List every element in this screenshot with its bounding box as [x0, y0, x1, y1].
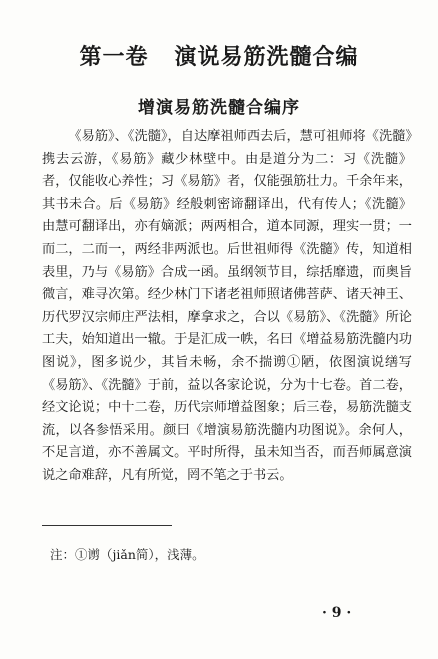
section-title: 增演易筋洗髓合编序: [138, 98, 300, 118]
chapter-title: [0, 40, 438, 71]
page-number: · 9 ·: [322, 605, 352, 621]
footnote-divider: [42, 525, 172, 526]
preface-paragraph: 《易筋》、《洗髓》，自达摩祖师西去后，慧可祖师将《洗髓》携去云游，《易筋》藏少林壁中。由是道分为二：习《洗髓》者，仅能收心养性；习《易筋》者，仅能强筋壮力。千余年来，其书未合。后《易筋》经般刺密谛翻译出，代有传人；《洗髓》由慧可翻译出，亦有嫡派；两两相合，道本同源，理实一贯；一而二，二而一，两经非两派也。后世祖师得《洗髓》传，知道相表里，乃与《易筋》合成一函。虽纲领节目，综括靡遗，而奥旨微言，难寻次第。经少林门下诸老祖师照诸佛菩萨、诸天神王、历代罗汉宗师庄严法相，摩拿求之，合以《易筋》、《洗髓》所论工夫，始知道出一辙。于是汇成一帙，名曰《增益易筋洗髓内功图说》，图多说少，其旨未畅，余不揣谫①陋，依图演说缮写《易筋》、《洗髓》于前，益以各家论说，分为十七卷。首二卷，经文论说；中十二卷，历代宗师增益图象；后三卷，易筋洗髓支流，以各参悟采用。颜曰《增演易筋洗髓内功图说》。余何人，不足言道，亦不善属文。平时所得，虽未知当否，而吾师属意演说之命难辞，凡有所觉，罔不笔之于书云。: [42, 129, 412, 483]
chapter-volume: 第一卷: [79, 45, 149, 70]
preface-body: [42, 126, 412, 488]
chapter-name: 演说易筋洗髓合编: [174, 45, 359, 70]
footnote: 注：①谫（jiǎn简），浅薄。: [50, 547, 205, 562]
